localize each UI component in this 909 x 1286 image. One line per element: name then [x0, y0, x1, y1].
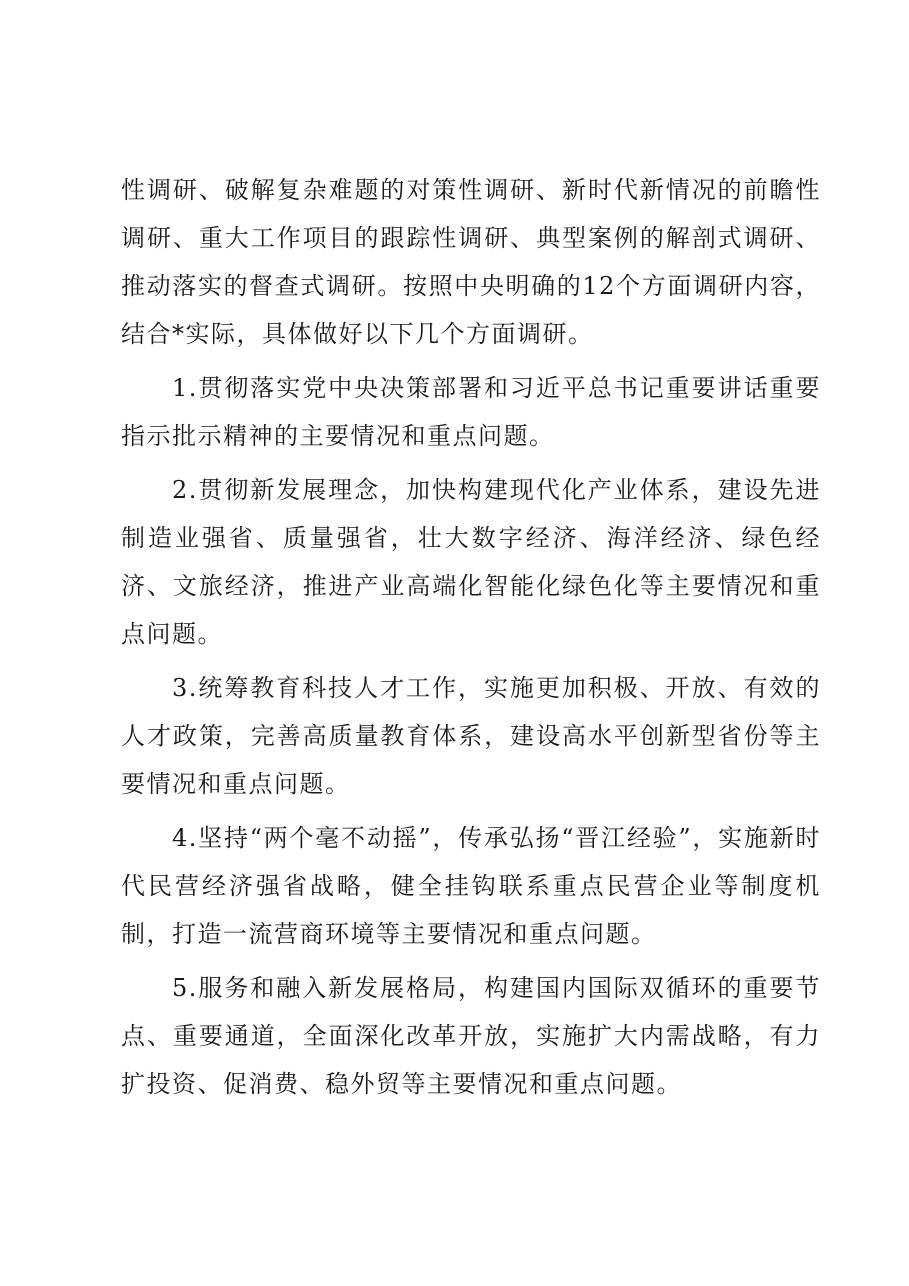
- document-body: [121, 166, 821, 1108]
- paragraph-item-5: 5.服务和融入新发展格局，构建国内国际双循环的重要节点、重要通道，全面深化改革开放，实施扩大内需战略，有力扩投资、促消费、稳外贸等主要情况和重点问题。: [121, 974, 821, 1098]
- paragraph-item-4: 4.坚持“两个毫不动摇”，传承弘扬“晋江经验”，实施新时代民营经济强省战略，健全挂钩联系重点民营企业等制度机制，打造一流营商环境等主要情况和重点问题。: [121, 824, 821, 948]
- paragraph-item-3: 3.统筹教育科技人才工作，实施更加积极、开放、有效的人才政策，完善高质量教育体系，建设高水平创新型省份等主要情况和重点问题。: [121, 674, 821, 798]
- paragraph-item-2: 2.贯彻新发展理念，加快构建现代化产业体系，建设先进制造业强省、质量强省，壮大数字经济、海洋经济、绿色经济、文旅经济，推进产业高端化智能化绿色化等主要情况和重点问题。: [121, 476, 821, 648]
- paragraph-intro: 性调研、破解复杂难题的对策性调研、新时代新情况的前瞻性调研、重大工作项目的跟踪性调研、典型案例的解剖式调研、推动落实的督查式调研。按照中央明确的12个方面调研内容，结合*实际，具体做好以下几个方面调研。: [121, 176, 821, 348]
- paragraph-item-1: 1.贯彻落实党中央决策部署和习近平总书记重要讲话重要指示批示精神的主要情况和重点问题。: [121, 374, 821, 450]
